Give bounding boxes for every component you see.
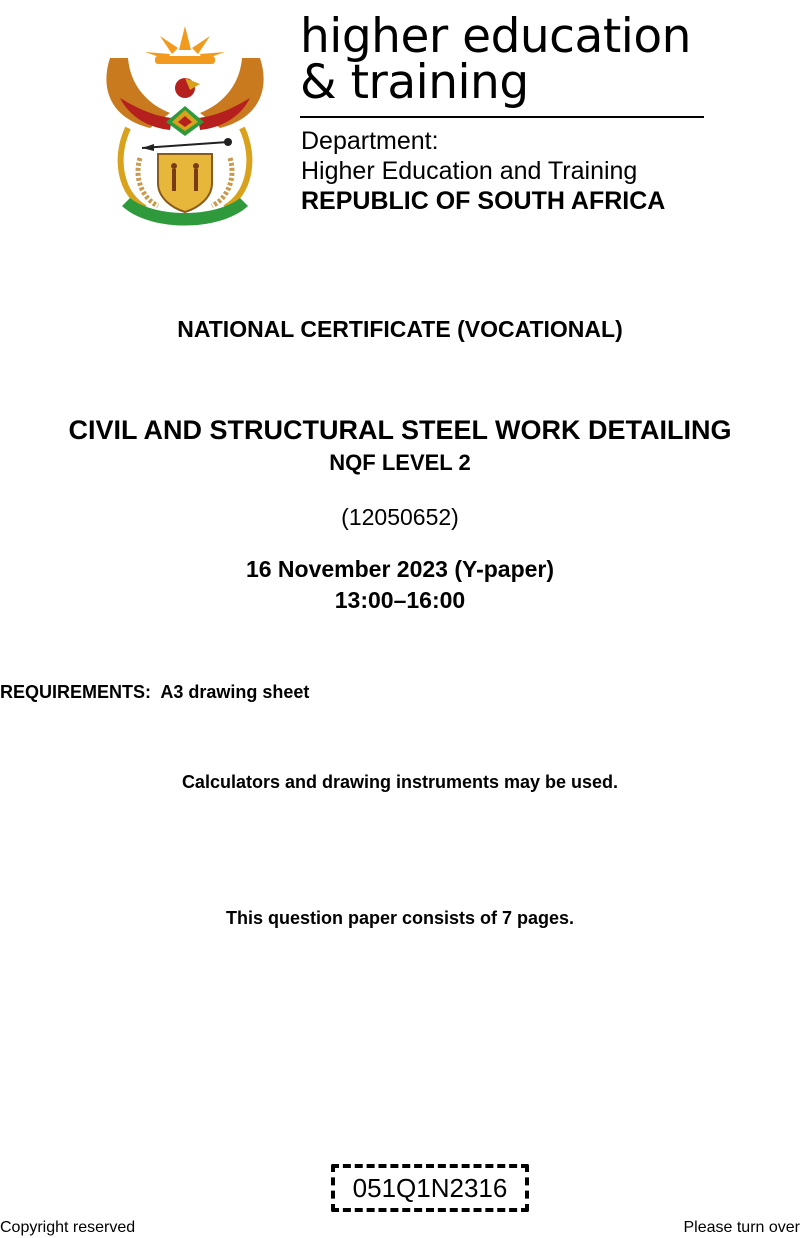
calculators-note: Calculators and drawing instruments may be used. xyxy=(181,772,619,792)
brand-line-2: & training xyxy=(300,55,529,110)
exam-time: 13:00–16:00 xyxy=(334,587,466,613)
department-brand xyxy=(300,9,720,110)
department-label: Department: xyxy=(301,127,439,155)
brand-divider xyxy=(300,116,704,118)
subject-code: (12050652) xyxy=(341,504,459,530)
requirements-value: A3 drawing sheet xyxy=(160,682,310,702)
requirements-label: REQUIREMENTS: xyxy=(0,682,152,702)
footer-turn-over: Please turn over xyxy=(683,1219,800,1236)
page-count-note: This question paper consists of 7 pages. xyxy=(225,908,575,928)
department-name: Higher Education and Training xyxy=(301,157,638,185)
exam-date: 16 November 2023 (Y-paper) xyxy=(245,556,555,582)
requirements xyxy=(0,682,309,703)
paper-code-box xyxy=(331,1164,529,1212)
subject-title: CIVIL AND STRUCTURAL STEEL WORK DETAILING xyxy=(68,415,732,445)
coat-of-arms-logo xyxy=(100,18,270,230)
department-block xyxy=(301,126,665,216)
footer-copyright: Copyright reserved xyxy=(0,1219,136,1236)
certificate-title: NATIONAL CERTIFICATE (VOCATIONAL) xyxy=(177,316,623,342)
coat-of-arms-icon xyxy=(100,18,270,230)
paper-code: 051Q1N2316 xyxy=(352,1172,508,1203)
nqf-level: NQF LEVEL 2 xyxy=(329,450,471,475)
brand-line-1: higher education xyxy=(300,9,691,64)
country-name: REPUBLIC OF SOUTH AFRICA xyxy=(301,187,666,215)
